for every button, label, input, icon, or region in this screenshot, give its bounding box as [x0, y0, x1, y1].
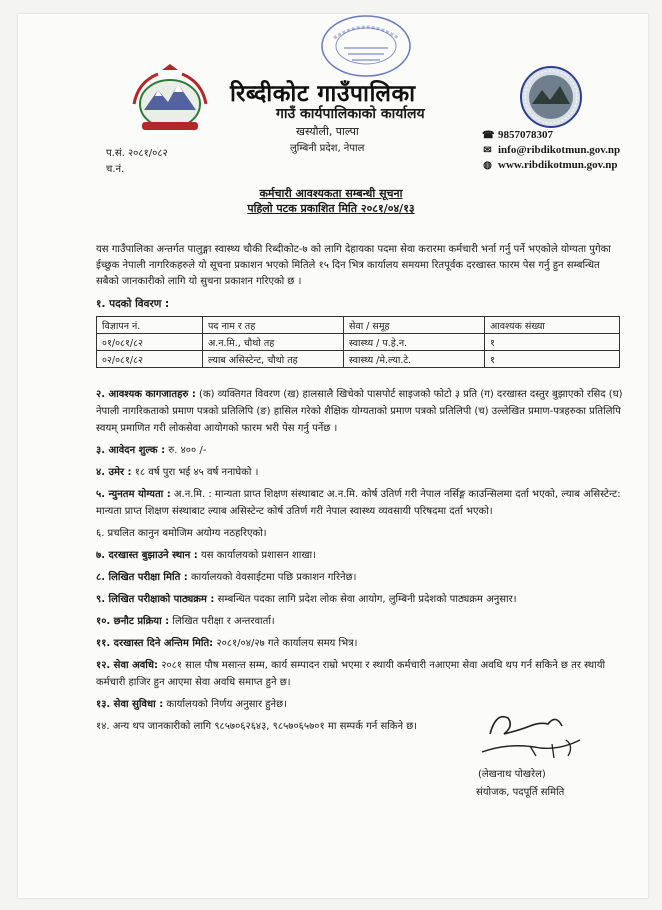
municipality-logo-icon: [518, 64, 584, 130]
posts-table: [96, 316, 620, 368]
globe-icon: ◍: [483, 160, 492, 171]
item-text: १८ वर्ष पुरा भई ४५ वर्ष ननाघेको ।: [134, 467, 259, 478]
table-cell: स्वास्थ्य /मे.ल्या.टे.: [344, 351, 485, 368]
item-label: २. आवश्यक कागजातहरु :: [96, 389, 196, 400]
reference-block: [106, 146, 168, 178]
table-cell: अ.न.मि., चौथो तह: [203, 334, 344, 351]
list-item: [96, 525, 626, 542]
list-item: [96, 464, 626, 481]
notice-title: कर्मचारी आवश्यकता सम्बन्धी सूचना: [259, 187, 403, 200]
table-cell: ०२/०८१/८२: [97, 351, 203, 368]
office-title: रिब्दीकोट गाउँपालिका: [230, 81, 416, 107]
col-post-name: पद नाम र तह: [203, 317, 344, 334]
col-required-number: आवश्यक संख्या: [485, 317, 620, 334]
item-text: अ.न.मि. : मान्यता प्राप्त शिक्षण संस्थाबाट अ.न.मि. कोर्ष उतिर्ण गरी नेपाल नर्सिङ्ग काउन्सिलमा दर्ता भएको, ल्याब असिस्टेन्ट: मान्यता प्राप्त शिक्षण संस्थाबाट ल्याब असिस्टेन्ट कोर्ष उतिर्ण गरी नेपाल स्वास्थ्य व्यवसायी परिषदमा दर्ता भएको।: [96, 489, 621, 517]
ps-number: प.सं. २०८१/०८२: [106, 148, 168, 159]
item-label: ७. दरखास्त बुझाउने स्थान :: [96, 550, 198, 561]
item-text: कार्यालयको निर्णय अनुसार हुनेछ।: [166, 699, 287, 710]
col-service-group: सेवा / समूह: [344, 317, 485, 334]
item-text: यस कार्यालयको प्रशासन शाखा।: [200, 550, 316, 561]
table-cell: १: [485, 351, 620, 368]
signature-mark: [470, 704, 600, 764]
list-item: [96, 486, 626, 520]
signatory-name: (लेखनाथ पोखरेल): [478, 769, 546, 780]
item-label: १२. सेवा अवधि:: [96, 660, 159, 671]
item-label: ४. उमेर :: [96, 467, 132, 478]
item-text: २०८१/०४/२७ गते कार्यालय समय भित्र।: [216, 638, 358, 649]
item-label: ८. लिखित परीक्षा मिति :: [96, 572, 188, 583]
table-row: [97, 351, 620, 368]
item-label: ३. आवेदन शुल्क :: [96, 445, 166, 456]
table-cell: १: [485, 334, 620, 351]
contact-block: [482, 128, 620, 173]
list-item: [96, 386, 626, 437]
ch-number: च.नं.: [106, 164, 125, 175]
contact-phone: [482, 128, 620, 143]
posts-heading: १. पदको विवरण :: [96, 298, 170, 310]
item-label: १०. छनौट प्रक्रिया :: [96, 616, 170, 627]
nepal-emblem-icon: [128, 64, 212, 136]
address-line2: लुम्बिनी प्रदेश, नेपाल: [290, 143, 365, 154]
item-text: लिखित परीक्षा र अन्तरवार्ता।: [172, 616, 275, 627]
item-text: (क) व्यक्तिगत विवरण (ख) हालसालै खिचेको पासपोर्ट साइजको फोटो ३ प्रति (ग) दरखास्त दस्तुर बुझाएको रसिद (घ) नेपाली नागरिकताको प्रमाण पत्रको प्रतिलिपि (ङ) हासिल गरेको शैक्षिक योग्यताको प्रमाण पत्रको प्रतिलिपी (च) उल्लेखित प्रमाण-पत्रहरुका प्रतिलिपि स्वयम् प्रमाणित गरी लोकसेवा आयोगको फारम भरी पेस गर्नु पर्नेछ ।: [96, 389, 623, 434]
item-label: ९. लिखित परीक्षाको पाठ्यक्रम :: [96, 594, 215, 605]
office-subtitle: गाउँ कार्यपालिकाको कार्यालय: [276, 106, 425, 122]
item-label: १४. अन्य थप जानकारीको लागि: [96, 721, 212, 732]
list-item: [96, 547, 626, 564]
table-cell: स्वास्थ्य / प.हे.न.: [344, 334, 485, 351]
office-stamp: [320, 14, 412, 78]
col-advertisement-no: विज्ञापन नं.: [97, 317, 203, 334]
website-text: www.ribdikotmun.gov.np: [498, 159, 618, 171]
list-item: [96, 635, 626, 652]
intro-paragraph: यस गाउँपालिका अन्तर्गत पालुङ्गा स्वास्थ्य चौकी रिब्दीकोट-७ को लागि देहायका पदमा सेवा करारमा कर्मचारी भर्ना गर्नु पर्ने भएकोले योग्यता पुगेका ईच्छुक नेपाली नागरिकहरुले यो सूचना प्रकाशन भएको मितिले १५ दिन भित्र कार्यालय समयमा रितपूर्वक दरखास्त फारम पेस गर्नु हुन सम्बन्धित सबैको जानकारीको लागि यो सुचना प्रकाशन गरिएको छ ।: [96, 244, 611, 287]
item-label: ६. प्रचलित कानुन बमोजिम अयोग्य नठहरिएको।: [96, 528, 267, 539]
signatory-role: संयोजक, पदपूर्ति समिति: [476, 787, 565, 798]
list-item: [96, 657, 626, 691]
item-text: ९८५७०६२६४३, ९८५७०६५७०१ मा सम्पर्क गर्न सकिने छ।: [214, 721, 418, 732]
list-item: [96, 591, 626, 608]
table-cell: ०१/०८१/८२: [97, 334, 203, 351]
contact-website: [482, 158, 620, 173]
list-item: [96, 613, 626, 630]
phone-text: 9857078307: [498, 129, 553, 141]
item-label: ११. दरखास्त दिने अन्तिम मिति:: [96, 638, 214, 649]
address-line1: खस्यौली, पाल्पा: [296, 125, 359, 138]
list-item: [96, 442, 626, 459]
item-text: कार्यालयको वेवसाईटमा पछि प्रकाशन गरिनेछ।: [190, 572, 357, 583]
table-row: [97, 334, 620, 351]
email-icon: ✉: [483, 145, 492, 156]
item-label: ५. न्युनतम योग्यता :: [96, 489, 171, 500]
item-text: २०८१ साल पौष मसान्त सम्म, कार्य सम्पादन राम्रो भएमा र स्थायी कर्मचारी नआएमा सेवा अवधि थप गर्न सकिने छ तर स्थायी कर्मचारी हाजिर हुन आएमा सेवा अवधि समाप्त हुने छ।: [96, 660, 606, 688]
email-text: info@ribdikotmun.gov.np: [498, 144, 621, 156]
table-header-row: [97, 317, 620, 334]
list-item: [96, 569, 626, 586]
phone-icon: ☎: [482, 130, 495, 141]
item-text: सम्बन्धित पदका लागि प्रदेश लोक सेवा आयोग, लुम्बिनी प्रदेशको पाठ्यक्रम अनुसार।: [217, 594, 517, 605]
contact-email: [482, 143, 620, 158]
table-cell: ल्याब असिस्टेन्ट, चौथो तह: [203, 351, 344, 368]
notice-items: [96, 386, 626, 740]
notice-published-date: पहिलो पटक प्रकाशित मिति २०८१/०४/१३: [247, 202, 415, 215]
item-label: १३. सेवा सुविधा :: [96, 699, 164, 710]
item-text: रु. ४०० /-: [168, 445, 207, 456]
